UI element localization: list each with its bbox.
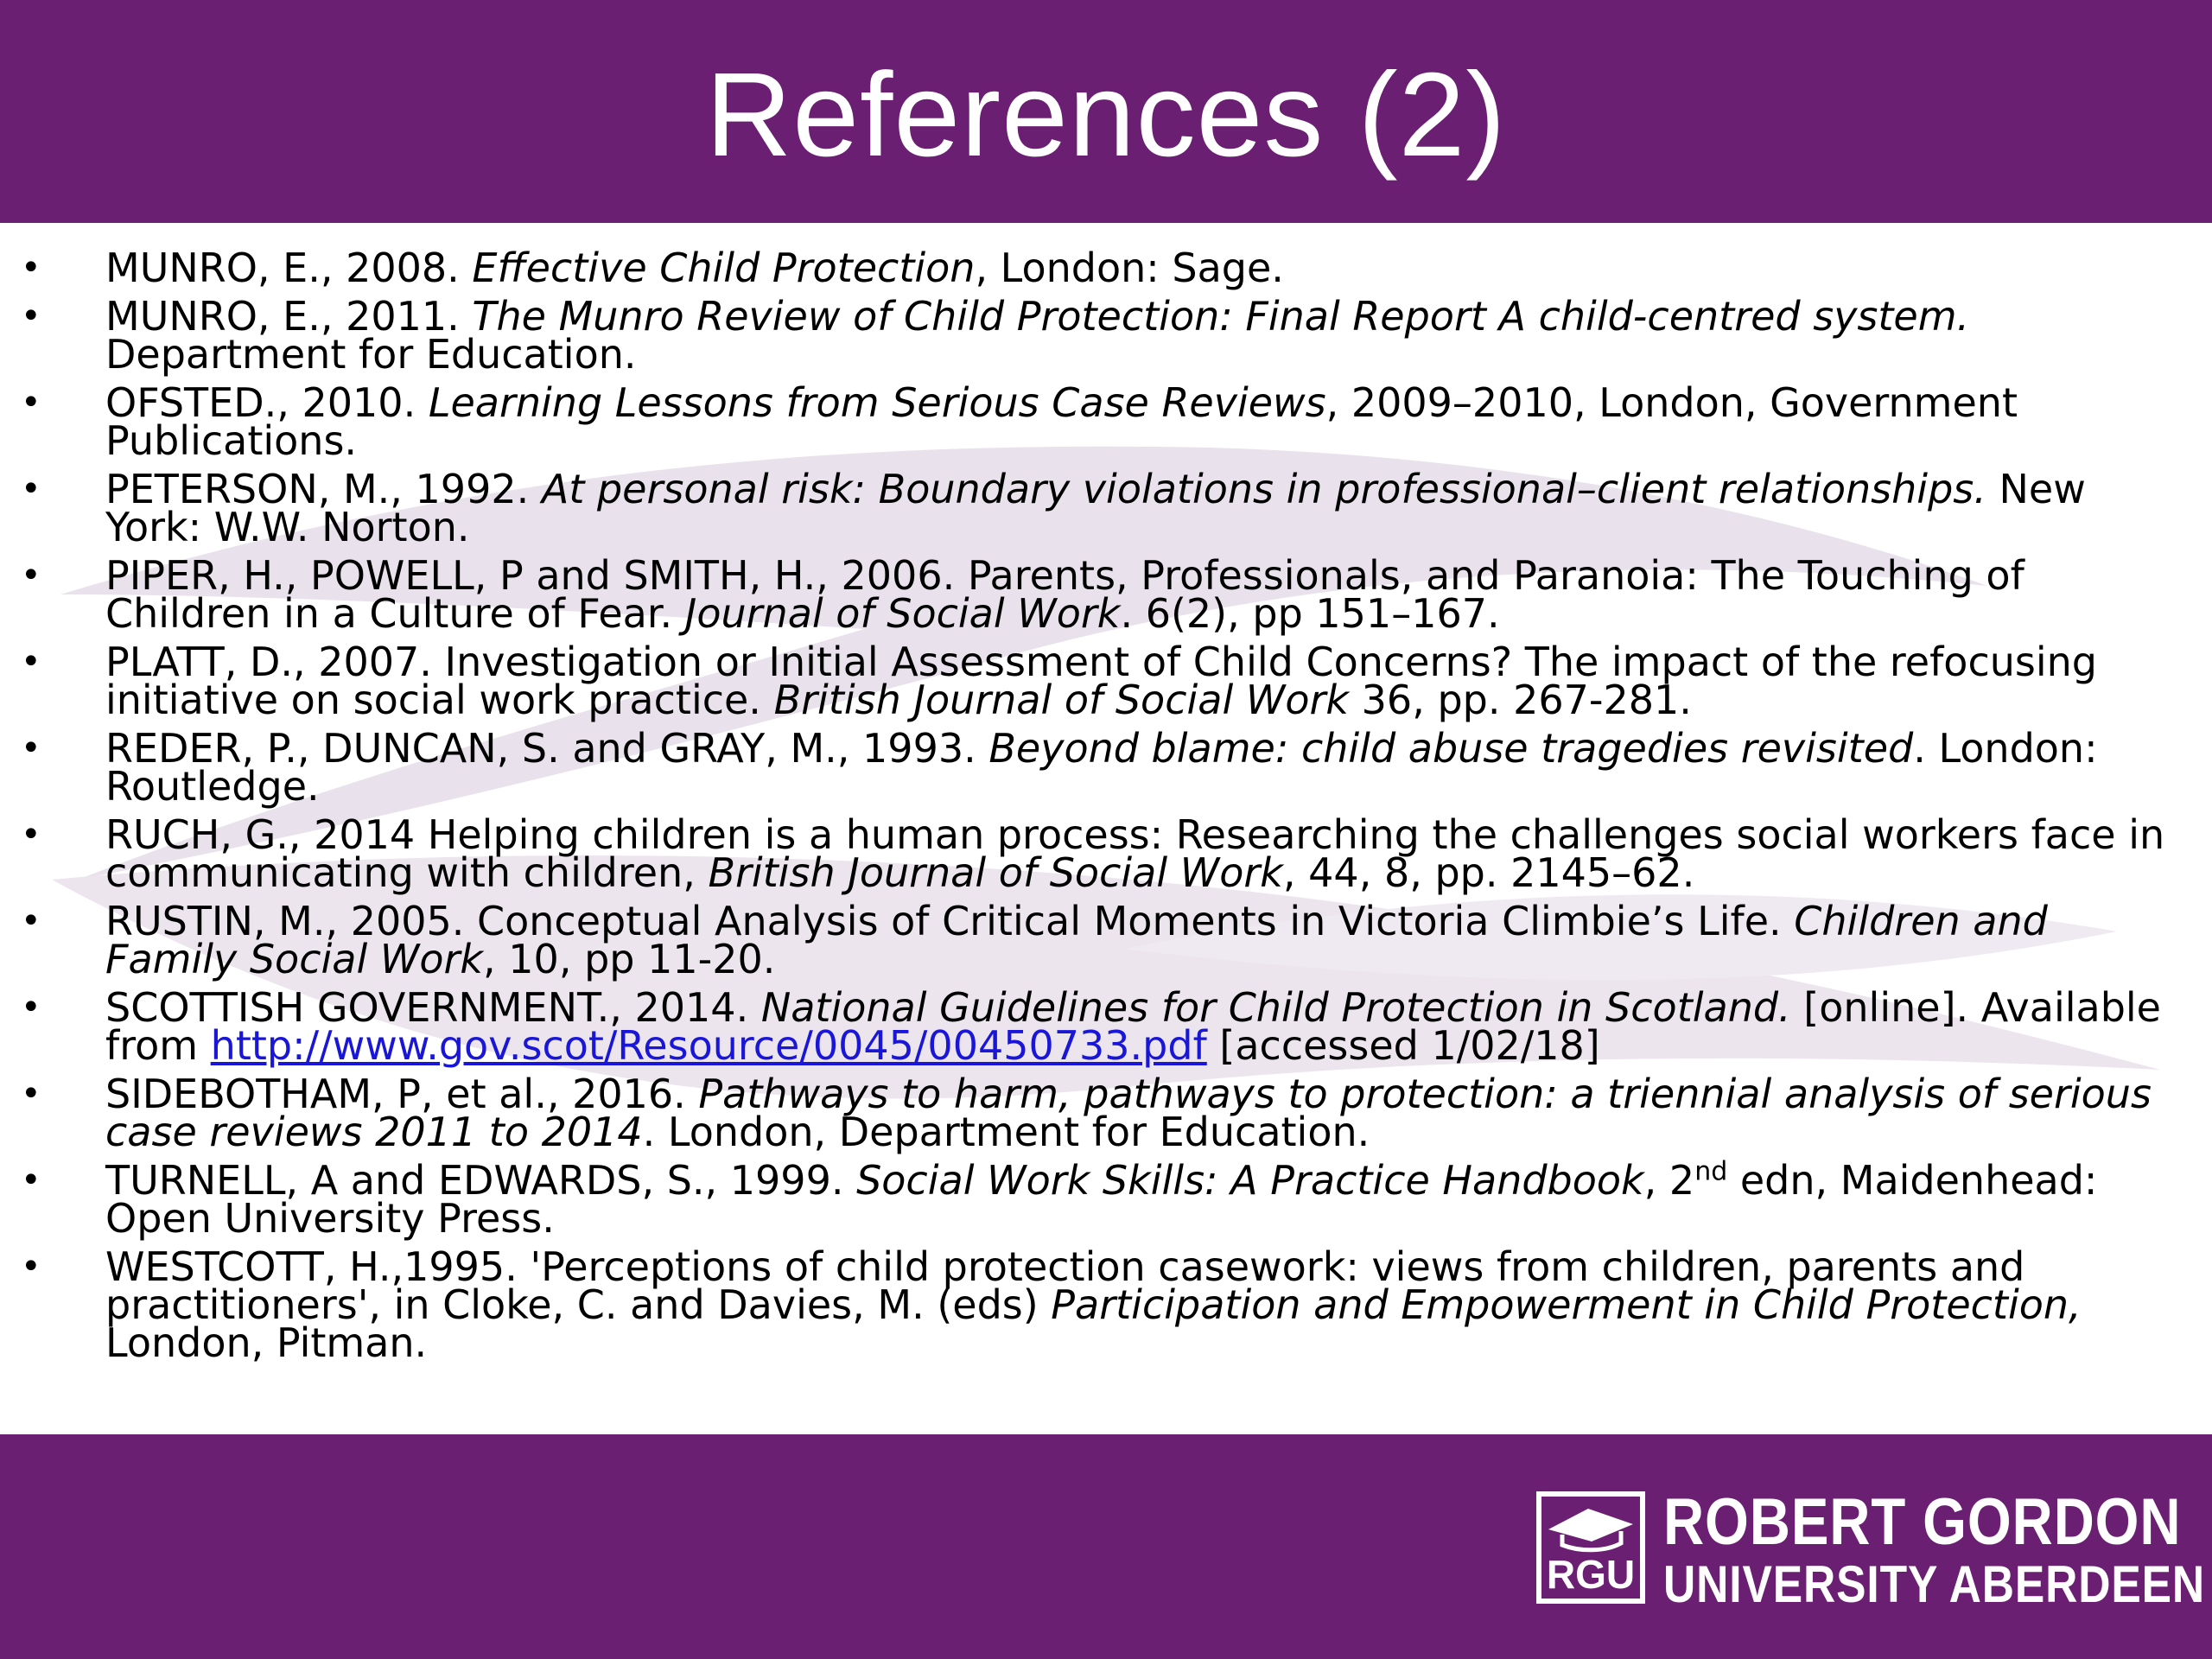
reference-text: WESTCOTT, H.,1995. 'Perceptions of child protection casework: views from children, parents and practitioners', in Cloke, C. and Davies, M. (eds): [105, 1243, 2025, 1328]
reference-item: [0, 466, 2212, 550]
reference-italic-text: Participation and Empowerment in Child Protection,: [1051, 1281, 2082, 1328]
bullet-icon: •: [21, 815, 41, 855]
reference-item: [0, 1156, 2212, 1242]
reference-text: PETERSON, M., 1992.: [105, 466, 542, 512]
reference-item: [0, 725, 2212, 810]
reference-text: , 10, pp 11-20.: [483, 936, 776, 982]
reference-text: PLATT, D., 2007. Investigation or Initial Assessment of Child Concerns? The impact of the refocusing initiative on social work practice.: [105, 639, 2097, 723]
reference-text: MUNRO, E., 2008.: [105, 245, 473, 291]
reference-text: PIPER, H., POWELL, P and SMITH, H., 2006. Parents, Professionals, and Paranoia: The Touching of Children in a Culture of Fear.: [105, 552, 2024, 637]
reference-text: . 6(2), pp 151–167.: [1120, 590, 1500, 637]
reference-italic-text: British Journal of Social Work: [708, 849, 1283, 896]
reference-text: OFSTED., 2010.: [105, 379, 429, 426]
brand-line-2: UNIVERSITY ABERDEEN: [1663, 1555, 2206, 1613]
reference-item: [0, 639, 2212, 723]
bullet-icon: •: [21, 642, 41, 682]
reference-text: SIDEBOTHAM, P, et al., 2016.: [105, 1071, 699, 1117]
reference-italic-text: British Journal of Social Work: [773, 677, 1350, 723]
slide-title: References (2): [705, 48, 1507, 181]
reference-item: [0, 245, 2212, 291]
reference-text: TURNELL, A and EDWARDS, S., 1999.: [105, 1157, 857, 1204]
references-list: [0, 245, 2212, 1372]
rgu-logo-text: RGU: [1546, 1552, 1636, 1597]
reference-text: SCOTTISH GOVERNMENT., 2014.: [105, 984, 761, 1031]
reference-text: , 2009–2010, London, Government Publications.: [105, 379, 2018, 464]
reference-italic-text: Learning Lessons from Serious Case Reviews: [428, 379, 1326, 426]
reference-italic-text: The Munro Review of Child Protection: Final Report A child-centred system.: [472, 293, 1970, 340]
rgu-logo: [1536, 1491, 1645, 1604]
bullet-icon: •: [21, 728, 41, 768]
reference-text: 36, pp. 267-281.: [1349, 677, 1692, 723]
reference-italic-text: Social Work Skills: A Practice Handbook: [856, 1157, 1644, 1204]
reference-italic-text: Journal of Social Work: [684, 590, 1121, 637]
reference-text: , 2: [1643, 1157, 1695, 1204]
bullet-icon: •: [21, 248, 41, 288]
reference-superscript: nd: [1694, 1156, 1728, 1187]
reference-link[interactable]: http://www.gov.scot/Resource/0045/00450733.pdf: [210, 1022, 1207, 1069]
reference-italic-text: Effective Child Protection: [472, 245, 976, 291]
reference-text: , 44, 8, pp. 2145–62.: [1282, 849, 1695, 896]
reference-italic-text: At personal risk: Boundary violations in professional–client relationships.: [541, 466, 1986, 512]
reference-text: RUCH, G., 2014 Helping children is a human process: Researching the challenges social workers face in communicating with children,: [105, 811, 2165, 896]
bullet-icon: •: [21, 901, 41, 941]
brand-line-1: ROBERT GORDON: [1663, 1485, 2182, 1559]
bullet-icon: •: [21, 1247, 41, 1287]
reference-text: . London: Routledge.: [105, 725, 2098, 810]
bullet-icon: •: [21, 383, 41, 423]
reference-text: [accessed 1/02/18]: [1206, 1022, 1600, 1069]
reference-item: [0, 1243, 2212, 1366]
bullet-icon: •: [21, 556, 41, 595]
reference-text: , London: Sage.: [975, 245, 1284, 291]
reference-text: MUNRO, E., 2011.: [105, 293, 473, 340]
reference-item: [0, 984, 2212, 1069]
title-bar: [0, 0, 2212, 223]
reference-italic-text: Children and Family Social Work: [105, 898, 2048, 982]
reference-text: London, Pitman.: [105, 1319, 428, 1366]
reference-text: RUSTIN, M., 2005. Conceptual Analysis of Critical Moments in Victoria Climbie’s Life.: [105, 898, 1795, 944]
reference-item: [0, 1071, 2212, 1155]
reference-text: [online]. Available from: [105, 984, 2161, 1069]
reference-italic-text: National Guidelines for Child Protection in Scotland.: [760, 984, 1791, 1031]
reference-item: [0, 293, 2212, 378]
bullet-icon: •: [21, 296, 41, 336]
reference-italic-text: Pathways to harm, pathways to protection: a triennial analysis of serious case reviews 2011 to 2014: [105, 1071, 2152, 1155]
reference-text: New York: W.W. Norton.: [105, 466, 2086, 550]
reference-text: edn, Maidenhead: Open University Press.: [105, 1157, 2098, 1242]
bullet-icon: •: [21, 988, 41, 1027]
reference-item: [0, 379, 2212, 464]
bullet-icon: •: [21, 469, 41, 509]
bullet-icon: •: [21, 1074, 41, 1114]
university-name: [1663, 1485, 2206, 1613]
reference-text: REDER, P., DUNCAN, S. and GRAY, M., 1993.: [105, 725, 989, 772]
reference-items: [0, 245, 2212, 1366]
reference-item: [0, 898, 2212, 982]
reference-text: . London, Department for Education.: [642, 1109, 1370, 1155]
reference-italic-text: Beyond blame: child abuse tragedies revisited: [988, 725, 1914, 772]
reference-item: [0, 552, 2212, 637]
reference-item: [0, 811, 2212, 896]
reference-text: Department for Education.: [105, 331, 637, 378]
bullet-icon: •: [21, 1160, 41, 1200]
